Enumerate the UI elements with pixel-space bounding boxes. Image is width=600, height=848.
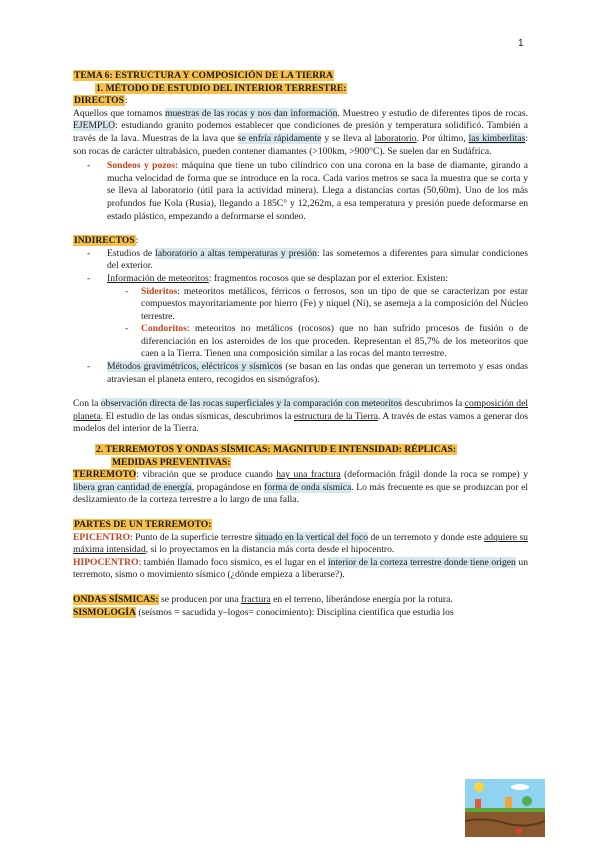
partes-heading: PARTES DE UN TERREMOTO:: [74, 519, 212, 530]
list-item-meteoritos: - Información de meteoritos: fragmentos rocosos que se desplazan por el exterior. Existen: - Sideritos: meteoritos metálicos, férricos o ferrosos, son un tipo de que se caracterizan por estar compuestos mayoritariamente por hierro (Fe) y níquel (Ni), se asemeja a la composición del Núcleo terrestre. - Condoritos: meteoritos no metálicos (rocosos) que no han sufrido procesos de fusión o de diferenciación en los asteroides de los que proceden. Representan el 85,7% de los meteoritos que caen a la Tierra. Tienen una composición similar a las rocas del manto terrestre.: [107, 273, 528, 361]
indirectos-label: INDIRECTOS: [74, 235, 135, 247]
page-title: TEMA 6: ESTRUCTURA Y COMPOSICIÓN DE LA TIERRA: [74, 70, 333, 81]
hipocentro-paragraph: HIPOCENTRO: también llamado foco sísmico, es el lugar en el interior de la corteza terrestre donde tiene origen un terremoto, sismo o movimiento sísmico (¿dónde empieza a liberarse?).: [73, 556, 528, 581]
ondas-paragraph: ONDAS SÍSMICAS: se producen por una fractura en el terreno, liberándose energía por la rotura.: [73, 593, 453, 605]
sismologia-paragraph: SISMOLOGÍA (seísmos = sacudida y–logos= conocimiento): Disciplina científica que estudia los: [73, 606, 454, 618]
list-item-metodos: - Métodos gravimétricos, eléctricos y sísmicos (se basan en las ondas que generan un terremoto y esas ondas atraviesan el planeta entero, recogidos en sismógrafos).: [107, 361, 528, 386]
directos-label: DIRECTOS: [74, 95, 124, 107]
list-item-laboratorio: - Estudios de laboratorio a altas temperaturas y presión: las sometemos a diferentes para simular condiciones del exterior.: [107, 248, 528, 273]
section-2-subheading: MEDIDAS PREVENTIVAS:: [112, 456, 231, 468]
list-item-sondeos: - Sondeos y pozos: máquina que tiene un tubo cilíndrico con una corona en la base de diamante, girando a mucha velocidad de forma que se introduce en la roca. Cada varios metros se saca la muestra que se corta y se lleva al laboratorio (útil para la actividad minera). Llega a distancias cortas (50,60m). Uno de los más profundos fue Kola (Rusia), llegando a 185C° y 12,262m, a esa temperatura y presión puede deformarse en estado plástico, empezando a deformarse el sondeo.: [107, 160, 528, 223]
list-item-sideritos: - Sideritos: meteoritos metálicos, férricos o ferrosos, son un tipo de que se caracterizan por estar compuestos mayoritariamente por hierro (Fe) y níquel (Ni), se asemeja a la composición del Núcleo terrestre.: [141, 286, 528, 324]
document-body: TEMA 6: ESTRUCTURA Y COMPOSICIÓN DE LA TIERRA 1. MÉTODO DE ESTUDIO DEL INTERIOR TERRESTRE: DIRECTOS: Aquellos que tomamos muestras de las rocas y nos dan información. Muestreo y estudio de diferentes tipos de rocas. EJEMPLO: estudiando granito podemos establecer que condiciones de presión y temperatura solidificó. También a través de la lava. Muestras de la lava que se enfría rápidamente y se lleva al laboratorio. Por último, las kimberlitas: son rocas de carácter ultrabásico, pueden contener diamantes (>100km, >900°C). Se suelen dar en Sudáfrica. - Sondeos y pozos: máquina que tiene un tubo cilíndrico con una corona en la base de diamante, girando a mucha velocidad de forma que se introduce en la roca. Cada varios metros se saca la muestra que se corta y se lleva al laboratorio (útil para la actividad minera). Llega a distancias cortas (50,60m). Uno de los más profundos fue Kola (Rusia), llegando a 185C° y 12,262m, a esa temperatura y presión puede deformarse en estado plástico, empezando a deformarse el sondeo. INDIRECTOS: - Estudios de laboratorio a altas temperaturas y presión: las sometemos a diferentes para simular condiciones del exterior. - Información de meteoritos: fragmentos rocosos que se desplazan por el exterior. Existen: - Sideritos: meteoritos metálicos, férricos o ferrosos, son un tipo de que se caracterizan por estar compuestos mayoritariamente por hierro (Fe) y níquel (Ni), se asemeja a la composición del Núcleo terrestre. - Condoritos: meteoritos no metálicos (rocosos) que no han sufrido procesos de fusión o de diferenciación en los asteroides de los que proceden. Representan el 85,7% de los meteoritos que caen a la Tierra. Tienen una composición similar a las rocas del manto terrestre. - Métodos gravimétricos, eléctricos y sísmicos (se basan en las ondas que generan un terremoto y esas ondas atraviesan el planeta entero, recogidos en sismógrafos). Con la observación directa de las rocas superficiales y la comparación con meteoritos descubrimos la composición del planeta. El estudio de las ondas sísmicas, descubrimos la estructura de la Tierra. A través de estas vamos a generar dos modelos del interior de la Tierra. 2. TERREMOTOS Y ONDAS SÍSMICAS: MAGNITUD E INTENSIDAD: RÉPLICAS: MEDIDAS PREVENTIVAS: TERREMOTO: vibración que se produce cuando hay una fractura (deformación frágil donde la roca se rompe) y libera gran cantidad de energía, propagándose en forma de onda sísmica. Lo más frecuente es que se produzcan por el deslizamiento de la corteza terrestre a lo largo de una falla. PARTES DE UN TERREMOTO: EPICENTRO: Punto de la superficie terrestre situado en la vertical del foco de un terremoto y donde este adquiere su máxima intensidad, si lo proyectamos en la distancia más corta desde el hipocentro. HIPOCENTRO: también llamado foco sísmico, es el lugar en el interior de la corteza terrestre donde tiene origen un terremoto, sismo o movimiento sísmico (¿dónde empieza a liberarse?). ONDAS SÍSMICAS: se producen por una fractura en el terreno, liberándose energía por la rotura. SISMOLOGÍA (seísmos = sacudida y–logos= conocimiento): Disciplina científica que estudia los: [73, 70, 528, 619]
directos-paragraph: Aquellos que tomamos muestras de las rocas y nos dan información. Muestreo y estudio de diferentes tipos de rocas. EJEMPLO: estudiando granito podemos establecer que condiciones de presión y temperatura solidificó. También a través de la lava. Muestras de la lava que se enfría rápidamente y se lleva al laboratorio. Por último, las kimberlitas: son rocas de carácter ultrabásico, pueden contener diamantes (>100km, >900°C). Se suelen dar en Sudáfrica.: [73, 107, 528, 157]
list-item-condoritos: - Condoritos: meteoritos no metálicos (rocosos) que no han sufrido procesos de fusión o de diferenciación en los asteroides de los que proceden. Representan el 85,7% de los meteoritos que caen a la Tierra. Tienen una composición similar a las rocas del manto terrestre.: [141, 323, 528, 361]
page-number: 1: [518, 38, 524, 49]
summary-paragraph: Con la observación directa de las rocas superficiales y la comparación con meteoritos descubrimos la composición del planeta. El estudio de las ondas sísmicas, descubrimos la estructura de la Tierra. A través de estas vamos a generar dos modelos del interior de la Tierra.: [73, 398, 528, 435]
earth-illustration-image: [465, 779, 545, 837]
terremoto-paragraph: TERREMOTO: vibración que se produce cuando hay una fractura (deformación frágil donde la roca se rompe) y libera gran cantidad de energía, propagándose en forma de onda sísmica. Lo más frecuente es que se produzcan por el deslizamiento de la corteza terrestre a lo largo de una falla.: [73, 469, 528, 506]
section-2-heading: 2. TERREMOTOS Y ONDAS SÍSMICAS: MAGNITUD E INTENSIDAD: RÉPLICAS:: [96, 444, 457, 456]
section-1-heading: 1. MÉTODO DE ESTUDIO DEL INTERIOR TERRESTRE:: [96, 82, 347, 94]
epicentro-paragraph: EPICENTRO: Punto de la superficie terrestre situado en la vertical del foco de un terremoto y donde este adquiere su máxima intensidad, si lo proyectamos en la distancia más corta desde el hipocentro.: [73, 531, 528, 556]
